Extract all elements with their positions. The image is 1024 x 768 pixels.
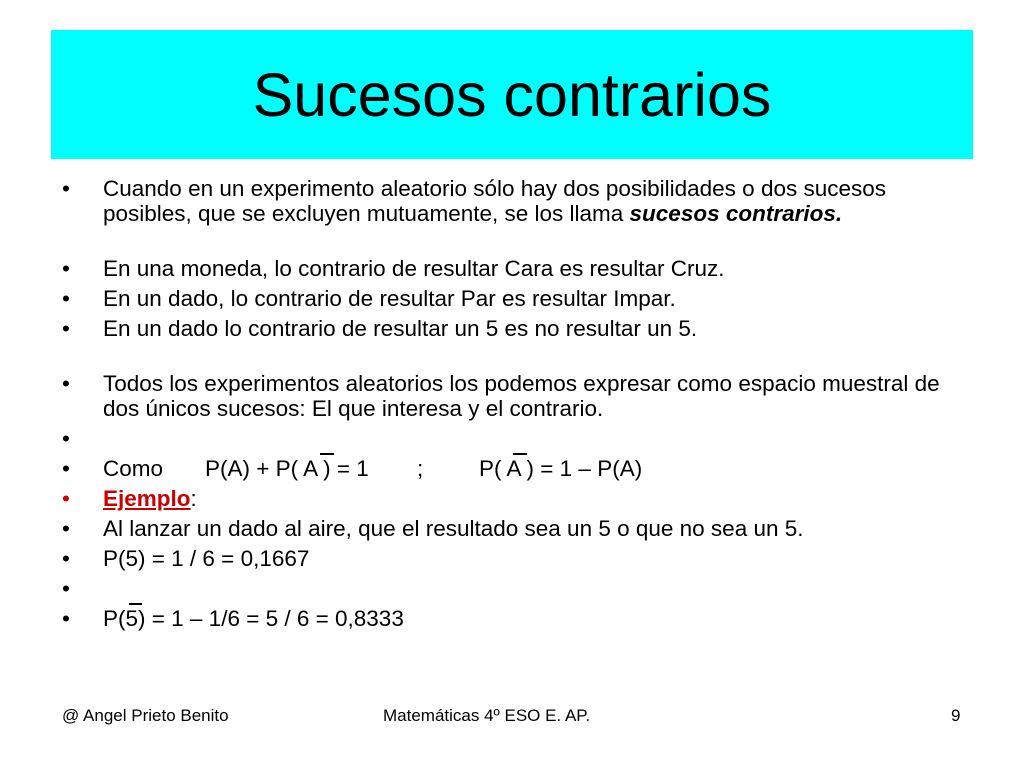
bullet-item-die-parity <box>62 286 962 311</box>
slide-title: Sucesos contrarios <box>252 60 772 129</box>
bullet-item-p5-complement <box>62 606 962 631</box>
bullet-icon: • <box>62 606 70 631</box>
complement-bar-right <box>513 453 527 455</box>
footer-course: Matemáticas 4º ESO E. AP. <box>383 706 591 725</box>
bullet-list <box>62 176 962 631</box>
bullet-item-p5 <box>62 546 962 571</box>
bullet-icon: • <box>62 286 70 311</box>
example-colon: : <box>190 486 197 511</box>
p5-complement-text: P(5) = 1 – 1/6 = 5 / 6 = 0,8333 <box>103 606 404 631</box>
complement-bar-left <box>320 453 334 455</box>
formula-right: P( A ) = 1 – P(A) <box>479 456 643 481</box>
bullet-icon: • <box>62 576 70 601</box>
die-five-text: En un dado lo contrario de resultar un 5 es no resultar un 5. <box>103 316 698 341</box>
formula-left: P(A) + P( A ) = 1 <box>205 456 369 481</box>
bullet-item-empty <box>62 426 962 451</box>
bullet-icon: • <box>62 456 70 481</box>
footer-page-number: 9 <box>951 706 961 725</box>
title-banner <box>51 30 973 159</box>
bullet-icon: • <box>62 316 70 341</box>
bullet-item-example-text <box>62 516 962 541</box>
footer-author: @ Angel Prieto Benito <box>62 706 229 725</box>
coin-text: En una moneda, lo contrario de resultar Cara es resultar Cruz. <box>103 256 725 281</box>
bullet-icon: • <box>62 426 70 451</box>
definition-text: Cuando en un experimento aleatorio sólo hay dos posibilidades o dos sucesos posibles, que se excluyen mutuamente, se los llama <box>103 176 887 226</box>
bullet-icon: • <box>62 546 70 571</box>
example-text: Al lanzar un dado al aire, que el resultado sea un 5 o que no sea un 5. <box>103 516 804 541</box>
bullet-icon: • <box>62 486 70 511</box>
p5-text: P(5) = 1 / 6 = 0,1667 <box>103 546 310 571</box>
definition-emphasis: sucesos contrarios. <box>629 201 843 226</box>
bullet-item-formula <box>62 456 962 481</box>
bullet-item-example-label <box>62 486 962 511</box>
bullet-item-die-five <box>62 316 962 341</box>
bullet-icon: • <box>62 371 70 396</box>
complement-bar-five <box>129 603 142 605</box>
bullet-icon: • <box>62 516 70 541</box>
bullet-icon: • <box>62 256 70 281</box>
bullet-item-coin <box>62 256 962 281</box>
sample-space-text: Todos los experimentos aleatorios los podemos expresar como espacio muestral de dos únicos sucesos: El que interesa y el contrario. <box>103 371 940 421</box>
example-label: Ejemplo <box>103 486 191 511</box>
die-parity-text: En un dado, lo contrario de resultar Par es resultar Impar. <box>103 286 676 311</box>
bullet-icon: • <box>62 176 70 201</box>
bullet-item-definition <box>62 176 962 226</box>
formula-separator: ; <box>417 456 424 481</box>
bullet-item-sample-space <box>62 371 962 421</box>
formula-como: Como <box>103 456 164 481</box>
bullet-item-empty <box>62 576 962 601</box>
